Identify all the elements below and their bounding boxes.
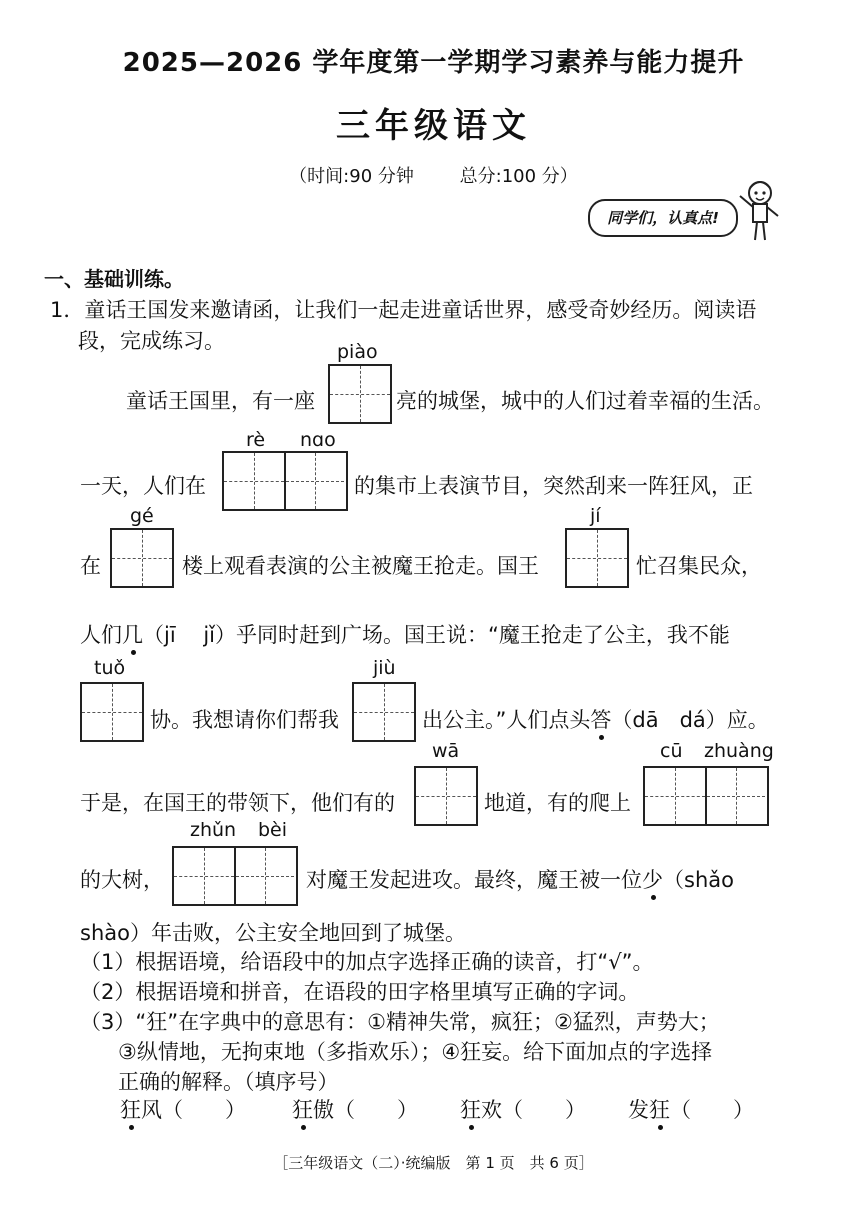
passage-line6b: 地道，有的爬上 bbox=[484, 791, 631, 815]
passage-line2b: 的集市上表演节目，突然刮来一阵狂风，正 bbox=[354, 474, 753, 498]
passage-line3b: 楼上观看表演的公主被魔王抢走。国王 bbox=[182, 554, 539, 578]
passage-line2a: 一天，人们在 bbox=[80, 474, 206, 498]
pinyin-jiu: jiù bbox=[373, 657, 396, 679]
cartoon-boy-icon bbox=[736, 176, 786, 244]
word-rest: 风（ ） bbox=[141, 1098, 246, 1122]
word-rest: 欢（ ） bbox=[481, 1098, 586, 1122]
subquestion-1: （1）根据语境，给语段中的加点字选择正确的读音，打“√”。 bbox=[80, 950, 654, 974]
passage-line1b: 亮的城堡，城中的人们过着幸福的生活。 bbox=[396, 389, 774, 413]
passage-line4 bbox=[80, 619, 730, 649]
passage-line4b: （jī jǐ）乎同时赶到广场。国王说：“魔王抢走了公主，我不能 bbox=[143, 623, 730, 647]
speech-bubble: 同学们，认真点! bbox=[588, 199, 738, 237]
pinyin-ge: gé bbox=[130, 505, 154, 527]
answer-grid-ge[interactable] bbox=[110, 528, 174, 588]
passage-line3a: 在 bbox=[80, 554, 101, 578]
passage-line7b-text: 对魔王发起进攻。最终，魔王被一位 bbox=[306, 868, 642, 892]
answer-grid-ji[interactable] bbox=[565, 528, 629, 588]
passage-line7b bbox=[306, 864, 734, 894]
passage-line4a: 人们 bbox=[80, 623, 122, 647]
passage-line7c: （shǎo bbox=[663, 868, 734, 892]
passage-line3c: 忙召集民众， bbox=[636, 554, 762, 578]
answer-grid-renao[interactable] bbox=[222, 451, 348, 511]
dotted-char-shao: 少 bbox=[642, 868, 663, 892]
section-heading: 一、基础训练。 bbox=[44, 267, 184, 291]
answer-grid-wa[interactable] bbox=[414, 766, 478, 826]
pinyin-piao: piào bbox=[337, 341, 378, 363]
subject-title: 三年级语文 bbox=[336, 106, 531, 146]
subquestion-3-line1: （3）“狂”在字典中的意思有：①精神失常，疯狂；②猛烈，声势大； bbox=[80, 1010, 720, 1034]
pinyin-nao: nɑo bbox=[300, 429, 336, 451]
answer-grid-piao[interactable] bbox=[328, 364, 392, 424]
passage-line5b-text: 出公主。”人们点头 bbox=[422, 708, 591, 732]
word-rest: （ ） bbox=[670, 1098, 754, 1122]
question-intro-line2: 段，完成练习。 bbox=[78, 329, 225, 353]
subquestion-3-line3: 正确的解释。（填序号） bbox=[118, 1070, 339, 1094]
dotted-char-ji: 几 bbox=[122, 623, 143, 647]
pinyin-bei: bèi bbox=[258, 819, 288, 841]
pinyin-zhuang: zhuàng bbox=[704, 740, 774, 762]
pinyin-tuo: tuǒ bbox=[94, 657, 126, 679]
time-label: （时间:90 分钟 bbox=[289, 166, 414, 187]
score-label: 总分:100 分） bbox=[459, 166, 578, 187]
pinyin-zhun: zhǔn bbox=[190, 819, 237, 841]
word-fakuang[interactable] bbox=[628, 1094, 754, 1124]
pinyin-ji: jí bbox=[590, 505, 601, 527]
dotted-char-kuang: 狂 bbox=[460, 1098, 481, 1122]
question-intro-line1: 1．童话王国发来邀请函，让我们一起走进童话世界，感受奇妙经历。阅读语 bbox=[50, 298, 757, 322]
passage-line6a: 于是，在国王的带领下，他们有的 bbox=[80, 791, 395, 815]
passage-line5b bbox=[422, 704, 769, 734]
passage-line5c: （dā dá）应。 bbox=[611, 708, 769, 732]
dotted-char-da: 答 bbox=[590, 708, 612, 732]
passage-line5a: 协。我想请你们帮我 bbox=[150, 708, 339, 732]
answer-grid-zhunbei[interactable] bbox=[172, 846, 298, 906]
answer-grid-cuzhuang[interactable] bbox=[643, 766, 769, 826]
page-footer: ［三年级语文（二）·统编版 第 1 页 共 6 页］ bbox=[273, 1154, 594, 1172]
word-rest: 傲（ ） bbox=[313, 1098, 418, 1122]
subquestion-2: （2）根据语境和拼音，在语段的田字格里填写正确的字词。 bbox=[80, 980, 640, 1004]
word-kuangao[interactable] bbox=[292, 1094, 418, 1124]
passage-line7a: 的大树， bbox=[80, 868, 164, 892]
dotted-char-kuang: 狂 bbox=[292, 1098, 313, 1122]
passage-line8: shào）年击败，公主安全地回到了城堡。 bbox=[80, 921, 466, 945]
dotted-char-kuang: 狂 bbox=[649, 1098, 670, 1122]
dotted-char-kuang: 狂 bbox=[120, 1098, 141, 1122]
word-prefix: 发 bbox=[628, 1098, 649, 1122]
passage-line1a: 童话王国里，有一座 bbox=[126, 389, 315, 413]
word-kuangfeng[interactable] bbox=[120, 1094, 246, 1124]
pinyin-re: rè bbox=[246, 429, 266, 451]
subquestion-3-line2: ③纵情地，无拘束地（多指欢乐）；④狂妄。给下面加点的字选择 bbox=[118, 1040, 713, 1064]
exam-title: 2025—2026 学年度第一学期学习素养与能力提升 bbox=[122, 48, 745, 78]
pinyin-cu: cū bbox=[660, 740, 683, 762]
answer-grid-tuo[interactable] bbox=[80, 682, 144, 742]
pinyin-wa: wā bbox=[432, 740, 460, 762]
word-kuanghuan[interactable] bbox=[460, 1094, 586, 1124]
answer-grid-jiu[interactable] bbox=[352, 682, 416, 742]
